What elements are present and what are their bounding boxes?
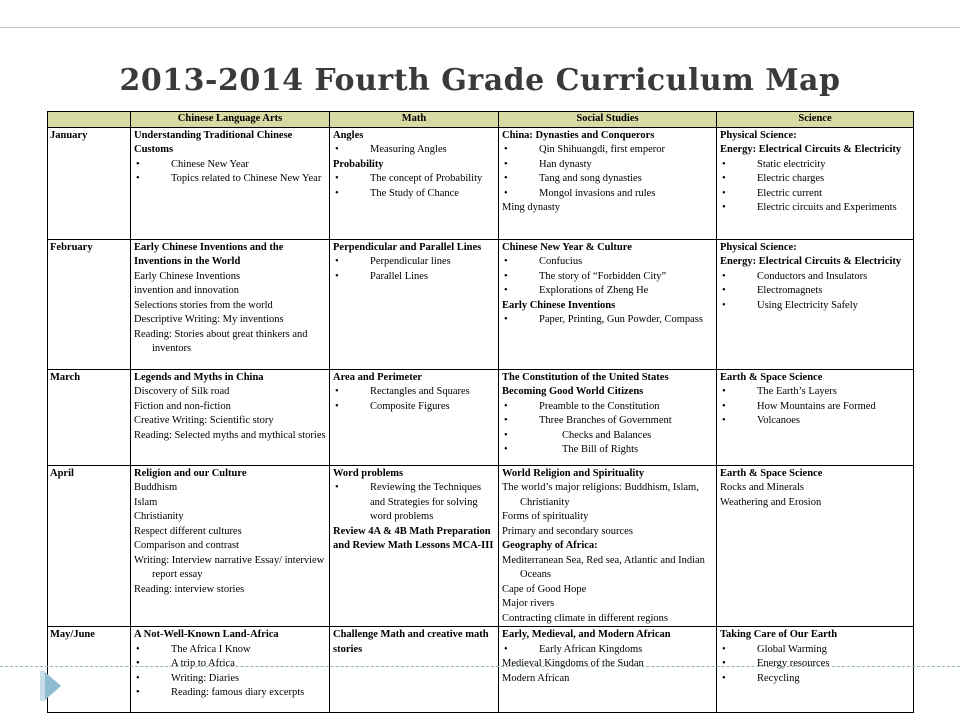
science-cell bbox=[717, 369, 914, 465]
cla-cell bbox=[131, 239, 330, 369]
list-item: • The story of “Forbidden City” bbox=[502, 270, 713, 285]
cell-text: Medieval Kingdoms of the Sudan bbox=[502, 658, 644, 669]
list-item: • Qin Shihuangdi, first emperor bbox=[502, 143, 713, 158]
science-cell bbox=[717, 239, 914, 369]
math-cell bbox=[330, 239, 499, 369]
cell-heading: Geography of Africa: bbox=[502, 540, 598, 551]
cell-text: Primary and secondary sources bbox=[502, 525, 633, 537]
cell-heading: Energy: Electrical Circuits & Electricity bbox=[720, 256, 902, 267]
list-item: • Preamble to the Constitution bbox=[502, 400, 713, 415]
cell-text: Reading: Stories about great thinkers and inventors bbox=[134, 328, 308, 354]
cell-text: Christianity bbox=[134, 511, 184, 522]
list-item: • Composite Figures bbox=[333, 400, 495, 415]
cell-heading: Word problems bbox=[333, 467, 404, 479]
cell-heading: Physical Science: bbox=[720, 129, 797, 141]
cell-text: The world’s major religions: Buddhism, Islam, Christianity bbox=[502, 482, 699, 508]
social-studies-cell bbox=[499, 627, 717, 713]
cell-text: Creative Writing: Scientific story bbox=[134, 415, 274, 426]
row-march bbox=[48, 369, 914, 465]
list-item: • The Africa I Know bbox=[134, 643, 326, 658]
header-chinese-language-arts: Chinese Language Arts bbox=[131, 112, 330, 128]
list-item: • Conductors and Insulators bbox=[720, 270, 910, 285]
list-item: • Reviewing the Techniques and Strategies for solving word problems bbox=[333, 481, 495, 525]
list-item: • Tang and song dynasties bbox=[502, 172, 713, 187]
cell-heading: Early, Medieval, and Modern African bbox=[502, 629, 671, 640]
cell-text: Reading: Selected myths and mythical stories bbox=[134, 429, 326, 441]
list-item: • Recycling bbox=[720, 672, 910, 687]
list-item: • Rectangles and Squares bbox=[333, 385, 495, 400]
cla-cell bbox=[131, 627, 330, 713]
row-january bbox=[48, 127, 914, 239]
list-item: • The concept of Probability bbox=[333, 172, 495, 187]
header-empty bbox=[48, 112, 131, 128]
list-item: • Measuring Angles bbox=[333, 143, 495, 158]
cell-text: Selections stories from the world bbox=[134, 299, 273, 311]
science-cell bbox=[717, 127, 914, 239]
cell-heading: Legends and Myths in China bbox=[134, 371, 264, 383]
cell-heading: Earth & Space Science bbox=[720, 371, 823, 383]
math-cell bbox=[330, 465, 499, 627]
cla-cell bbox=[131, 127, 330, 239]
list-item: • Electric current bbox=[720, 187, 910, 202]
cell-text: Writing: Interview narrative Essay/ interview report essay bbox=[134, 554, 325, 580]
cell-text: Discovery of Silk road bbox=[134, 386, 230, 397]
cell-text: Contracting climate in different regions bbox=[502, 612, 669, 624]
cell-heading: Chinese New Year & Culture bbox=[502, 241, 632, 253]
list-item: • Electric charges bbox=[720, 172, 910, 187]
cell-heading: Perpendicular and Parallel Lines bbox=[333, 241, 482, 253]
cell-heading: Challenge Math and creative math stories bbox=[333, 629, 489, 655]
list-item: • A trip to Africa bbox=[134, 657, 326, 672]
divider-line bbox=[0, 666, 960, 667]
page-title: 2013-2014 Fourth Grade Curriculum Map bbox=[119, 63, 841, 98]
cell-text: Comparison and contrast bbox=[134, 540, 239, 551]
cell-heading: The Constitution of the United States bbox=[502, 371, 669, 383]
cell-heading: Angles bbox=[333, 129, 364, 141]
header-social-studies: Social Studies bbox=[499, 112, 717, 128]
cla-cell bbox=[131, 369, 330, 465]
top-rule bbox=[0, 27, 960, 28]
slide-marker-arrow-icon bbox=[45, 672, 61, 700]
month-cell: March bbox=[48, 369, 131, 465]
cell-heading: Becoming Good World Citizens bbox=[502, 386, 644, 397]
row-february bbox=[48, 239, 914, 369]
row-may-june bbox=[48, 627, 914, 713]
cell-text: Cape of Good Hope bbox=[502, 583, 587, 595]
cell-heading: Energy: Electrical Circuits & Electricity bbox=[720, 144, 902, 155]
header-science: Science bbox=[717, 112, 914, 128]
header-row bbox=[48, 112, 914, 128]
list-item: • Perpendicular lines bbox=[333, 255, 495, 270]
list-item: • Chinese New Year bbox=[134, 158, 326, 173]
list-item: • Paper, Printing, Gun Powder, Compass bbox=[502, 313, 713, 328]
list-item: • The Bill of Rights bbox=[502, 443, 713, 458]
curriculum-table bbox=[47, 111, 914, 713]
list-item: • Topics related to Chinese New Year bbox=[134, 172, 326, 187]
cell-heading: Area and Perimeter bbox=[333, 371, 423, 383]
cell-text: Rocks and Minerals bbox=[720, 482, 804, 493]
cell-text: Descriptive Writing: My inventions bbox=[134, 314, 284, 325]
list-item: • The Earth’s Layers bbox=[720, 385, 910, 400]
cell-heading: Understanding Traditional Chinese Customs bbox=[134, 129, 293, 155]
list-item: • Global Warming bbox=[720, 643, 910, 658]
cell-heading: Early Chinese Inventions and the Inventions in the World bbox=[134, 241, 284, 267]
list-item: • How Mountains are Formed bbox=[720, 400, 910, 415]
math-cell bbox=[330, 127, 499, 239]
month-cell: February bbox=[48, 239, 131, 369]
list-item: • Volcanoes bbox=[720, 414, 910, 429]
cell-text: Islam bbox=[134, 496, 158, 508]
list-item: • Using Electricity Safely bbox=[720, 299, 910, 314]
cell-text: invention and innovation bbox=[134, 285, 239, 296]
science-cell bbox=[717, 627, 914, 713]
cell-heading: China: Dynasties and Conquerors bbox=[502, 129, 655, 141]
month-cell: January bbox=[48, 127, 131, 239]
header-math: Math bbox=[330, 112, 499, 128]
month-cell: April bbox=[48, 465, 131, 627]
social-studies-cell bbox=[499, 127, 717, 239]
science-cell bbox=[717, 465, 914, 627]
list-item: • Electromagnets bbox=[720, 284, 910, 299]
math-cell bbox=[330, 627, 499, 713]
cell-text: Mediterranean Sea, Red sea, Atlantic and Indian Oceans bbox=[502, 554, 705, 580]
social-studies-cell bbox=[499, 239, 717, 369]
social-studies-cell bbox=[499, 369, 717, 465]
cell-text: Forms of spirituality bbox=[502, 511, 589, 522]
cell-text: Ming dynasty bbox=[502, 202, 561, 213]
cla-cell bbox=[131, 465, 330, 627]
cell-heading: Taking Care of Our Earth bbox=[720, 629, 838, 640]
cell-text: Buddhism bbox=[134, 482, 178, 493]
list-item: • Parallel Lines bbox=[333, 270, 495, 285]
list-item: • Checks and Balances bbox=[502, 429, 713, 444]
cell-heading: Review 4A & 4B Math Preparation and Review Math Lessons MCA-III bbox=[333, 525, 494, 551]
month-cell: May/June bbox=[48, 627, 131, 713]
cell-text: Reading: interview stories bbox=[134, 583, 245, 595]
list-item: • Energy resources bbox=[720, 657, 910, 672]
social-studies-cell bbox=[499, 465, 717, 627]
list-item: • Explorations of Zheng He bbox=[502, 284, 713, 299]
cell-text: Early Chinese Inventions bbox=[134, 270, 241, 282]
list-item: • Three Branches of Government bbox=[502, 414, 713, 429]
list-item: • Writing: Diaries bbox=[134, 672, 326, 687]
cell-text: Fiction and non-fiction bbox=[134, 400, 231, 412]
cell-heading: World Religion and Spirituality bbox=[502, 467, 645, 479]
list-item: • Electric circuits and Experiments bbox=[720, 201, 910, 216]
list-item: • Static electricity bbox=[720, 158, 910, 173]
cell-text: Weathering and Erosion bbox=[720, 496, 822, 508]
cell-heading: A Not-Well-Known Land-Africa bbox=[134, 629, 279, 640]
cell-text: Respect different cultures bbox=[134, 525, 242, 537]
cell-text: Modern African bbox=[502, 672, 570, 684]
math-cell bbox=[330, 369, 499, 465]
cell-heading: Probability bbox=[333, 158, 384, 170]
row-april bbox=[48, 465, 914, 627]
list-item: • Mongol invasions and rules bbox=[502, 187, 713, 202]
cell-text: Major rivers bbox=[502, 598, 555, 609]
cell-heading: Early Chinese Inventions bbox=[502, 299, 616, 311]
cell-heading: Physical Science: bbox=[720, 241, 797, 253]
list-item: • Confucius bbox=[502, 255, 713, 270]
cell-heading: Religion and our Culture bbox=[134, 467, 247, 479]
list-item: • Early African Kingdoms bbox=[502, 643, 713, 658]
list-item: • The Study of Chance bbox=[333, 187, 495, 202]
cell-heading: Earth & Space Science bbox=[720, 467, 823, 479]
list-item: • Reading: famous diary excerpts bbox=[134, 686, 326, 701]
list-item: • Han dynasty bbox=[502, 158, 713, 173]
